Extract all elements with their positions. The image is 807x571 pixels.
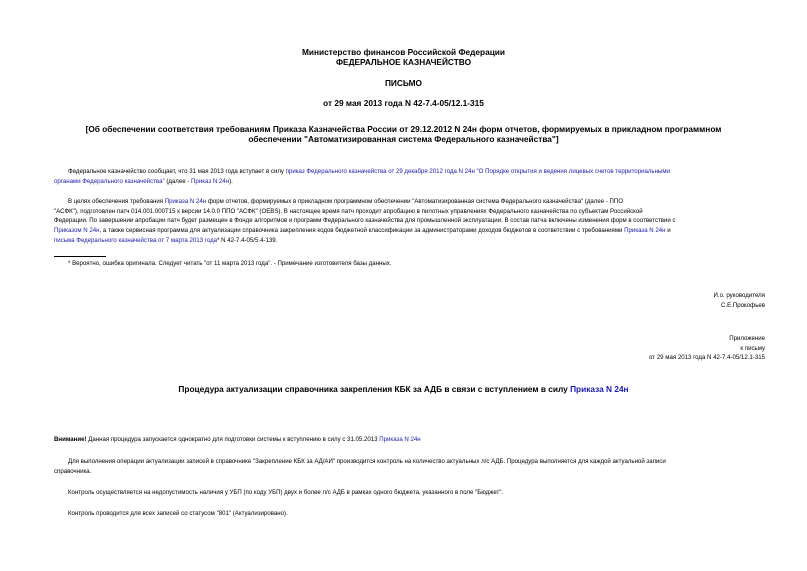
procedure-title: [0, 384, 807, 395]
footnote: * Вероятно, ошибка оригинала. Следует читать "от 11 марта 2013 года". - Примечание изготовителя базы данных.: [68, 260, 392, 267]
order-24n-link[interactable]: Приказа N 24н: [624, 227, 666, 234]
order-24n-link[interactable]: Приказа N 24н: [379, 436, 421, 443]
paragraph-2-line-1: [68, 197, 768, 207]
text: Данная процедура запускается однократно для подготовки системы к вступлению в силу с 31.05.2013: [86, 436, 380, 443]
text: форм отчетов, формируемых в прикладном программном обеспечении "Автоматизированная система Федерального казначейства" (далее - ППО: [206, 198, 624, 205]
paragraph-4: Контроль осуществляется на недопустимость наличия у УБП (по коду УБП) двух и более л/с АДБ в рамках одного бюджета, указанного в поле "Бюджет".: [68, 489, 504, 496]
ministry-name: Министерство финансов Российской Федерации: [301, 47, 506, 57]
text: * N 42-7.4-05/5.4-139.: [217, 237, 278, 244]
order-24n-link[interactable]: Приказом N 24н: [54, 227, 100, 234]
order-24n-link[interactable]: Приказ N 24н: [191, 178, 230, 185]
agency-name: ФЕДЕРАЛЬНОЕ КАЗНАЧЕЙСТВО: [335, 57, 472, 67]
attention-line: [54, 435, 754, 445]
paragraph-1-line-1: [68, 167, 768, 177]
document-type: ПИСЬМО: [384, 78, 423, 88]
paragraph-3-line-2: справочника.: [54, 468, 92, 475]
document-date-number: от 29 мая 2013 года N 42-7.4-05/12.1-315: [323, 98, 484, 108]
appendix-title: Приложение: [729, 335, 765, 342]
text: и: [665, 227, 671, 234]
text: Процедура актуализации справочника закрепления КБК за АДБ в связи с вступлением в силу: [178, 384, 571, 394]
paragraph-2-line-4: [54, 226, 774, 236]
appendix-line-3: от 29 мая 2013 года N 42-7.4-05/12.1-315: [649, 354, 765, 361]
order-link[interactable]: приказ Федерального казначейства от 29 декабря 2012 года N 24н "О Порядке открытия и ведения лицевых счетов территориальными: [285, 168, 670, 175]
paragraph-3-line-1: Для выполнения операции актуализации записей в справочнике "Закрепление КБК за АД/АИ" производится контроль на количество актуальных л/с АДБ. Процедура выполняется для каждой актуальной записи: [68, 458, 666, 465]
subject-line-2: обеспечении "Автоматизированная система Федерального казначейства"]: [248, 134, 559, 144]
paragraph-2-line-5: [54, 236, 774, 246]
attention-label: Внимание!: [54, 436, 87, 443]
paragraph-2-line-3: Федерации. По завершении апробации патч будет размещен в Фонде алгоритмов и программ Федерального казначейства для промышленной эксплуатации. В состав патча включены изменения форм в соответствии с: [54, 217, 676, 224]
footnote-divider: [54, 256, 106, 257]
paragraph-5: Контроль проводится для всех записей со статусом "801" (Актуализировано).: [68, 510, 288, 517]
paragraph-1-line-2: [54, 177, 754, 187]
paragraph-2-line-2: "АСФК"), подготовлен патч 014.001.000Т15 к версии 14.0.0 ППО "АСФК" (OEBS). В настоящее время патч проходит апробацию в пилотных управлениях Федерального казначейства по субъектам Российской: [54, 208, 643, 215]
treasury-letter-link[interactable]: письма Федерального казначейства от 7 марта 2013 года: [54, 237, 218, 244]
subject-line-1: [Об обеспечении соответствия требованиям Приказа Казначейства России от 29.12.2012 N 24н форм отчетов, формируемых в прикладном программном: [85, 124, 722, 134]
signature-name: С.Е.Прокофьев: [721, 302, 765, 309]
order-24n-link[interactable]: Приказа N 24н: [570, 384, 629, 394]
signature-position: И.о. руководителя: [713, 292, 765, 299]
text: (далее -: [164, 178, 192, 185]
text: Федеральное казначейство сообщает, что 31 мая 2013 года вступает в силу: [68, 168, 286, 175]
text: ).: [229, 178, 233, 185]
appendix-line-2: к письму: [740, 345, 765, 352]
text: В целях обеспечения требования: [68, 198, 165, 205]
order-24n-link[interactable]: Приказа N 24н: [164, 198, 207, 205]
order-link-cont[interactable]: органами Федерального казначейства": [54, 178, 165, 185]
text: , а также сервисная программа для актуализации справочника закрепления кодов бюджетной классификации за администраторами доходов бюджетов в соответствии с требованиями: [99, 227, 625, 234]
